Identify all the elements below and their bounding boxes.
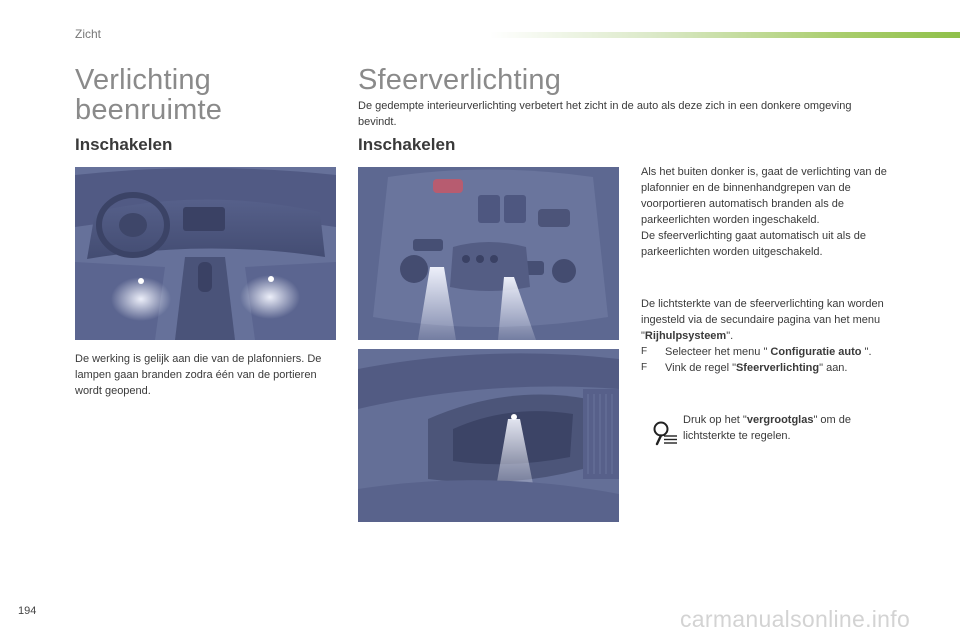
ambient-intro: De gedempte interieurverlichting verbetert het zicht in de auto als deze zich in een donkere omgeving bevindt.	[358, 100, 852, 128]
ambient-description	[641, 164, 911, 260]
watermark: carmanualsonline.info	[680, 606, 911, 632]
brightness-instructions	[641, 296, 911, 376]
page-number: 194	[18, 605, 37, 617]
brightness-text: De lichtsterkte van de sfeerverlichting kan worden ingesteld via de secundaire pagina van het menu "Rijhulpsysteem".	[641, 298, 884, 342]
magnifier-label: vergrootglas	[746, 414, 814, 426]
section-label: Zicht	[75, 27, 102, 41]
subhead-left-switch-on: Inschakelen	[75, 135, 173, 154]
footwell-photo	[75, 167, 336, 340]
magnifier-tip: Druk op het "vergrootglas" om de lichtsterkte te regelen.	[683, 414, 852, 442]
header-accent-bar	[490, 32, 960, 38]
ambient-auto-on-text: Als het buiten donker is, gaat de verlichting van de plafonnier en de binnenhandgrepen van de voorportieren automatisch branden als de parkeerlichten worden ingeschakeld.	[641, 166, 887, 226]
ceiling-light-photo	[358, 167, 619, 340]
magnifier-icon	[652, 420, 678, 446]
door-handle-photo	[358, 349, 619, 522]
step-check-line: F Vink de regel "Sfeerverlichting" aan.	[641, 362, 848, 374]
ambient-auto-off-text: De sfeerverlichting gaat automatisch uit als de parkeerlichten worden uitgeschakeld.	[641, 230, 867, 258]
menu-vehicle-configuration: Configuratie auto	[770, 346, 862, 358]
footwell-description: De werking is gelijk aan die van de plafonniers. De lampen gaan branden zodra één van de portieren wordt geopend.	[75, 353, 322, 397]
option-ambient-lighting: Sfeerverlichting	[735, 362, 820, 374]
subhead-right-switch-on: Inschakelen	[358, 135, 456, 154]
title-footwell-lighting: Verlichting beenruimte	[75, 64, 223, 126]
title-ambient-lighting: Sfeerverlichting	[358, 64, 562, 96]
bullet-marker: F	[641, 346, 648, 357]
menu-driving-assistance: Rijhulpsysteem	[644, 330, 727, 342]
step-select-menu: F Selecteer het menu " Configuratie auto ".	[641, 346, 872, 358]
bullet-marker: F	[641, 362, 648, 373]
